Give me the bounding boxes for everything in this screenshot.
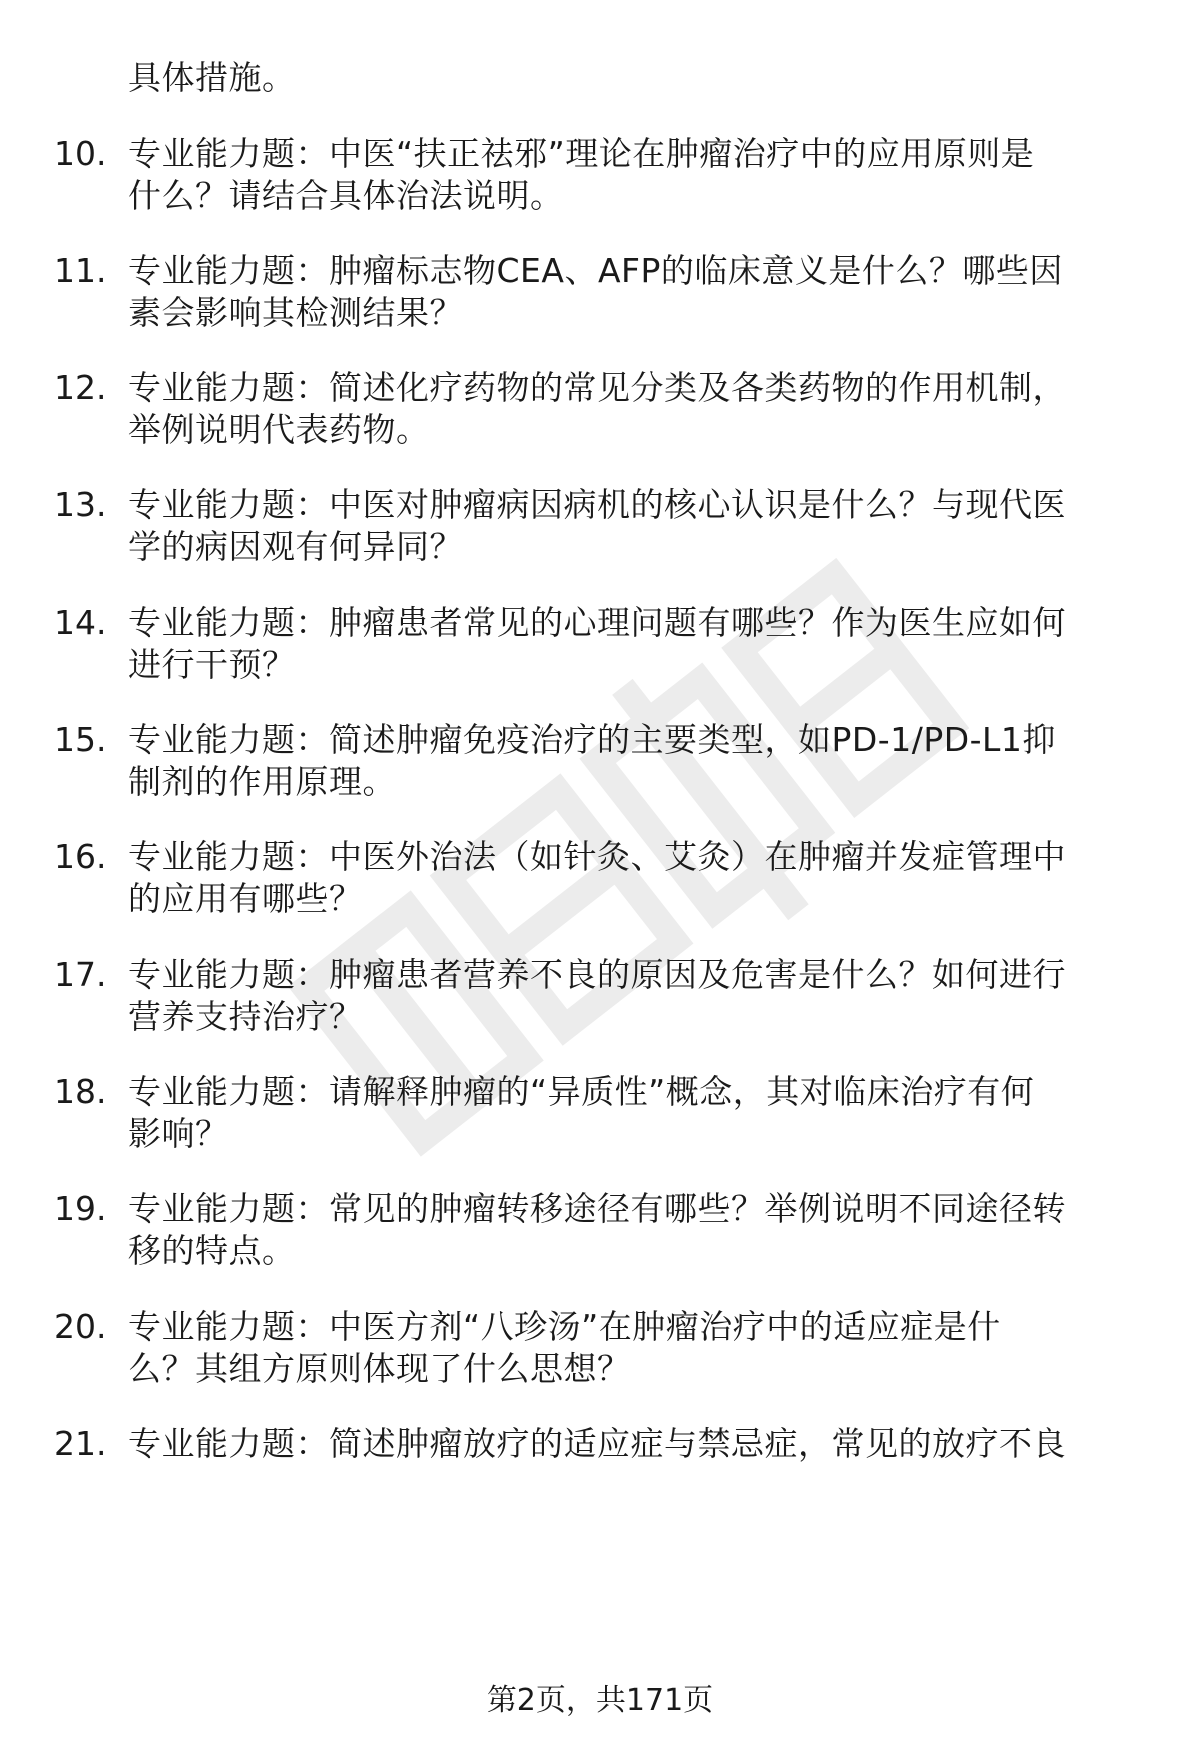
item-text-line2: 营养支持治疗？ [128,997,363,1036]
item-text-line2: 学的病因观有何异同？ [128,527,463,566]
item-text-line2: 么？其组方原则体现了什么思想？ [128,1349,631,1388]
item-text-line2: 移的特点。 [128,1231,296,1270]
item-text-line1: 专业能力题：简述化疗药物的常见分类及各类药物的作用机制， [128,368,1066,407]
item-text-line2: 素会影响其检测结果？ [128,293,463,332]
item-text-line1: 专业能力题：简述肿瘤免疫治疗的主要类型，如PD-1/PD-L1抑 [128,720,1056,759]
page-number-footer: 第2页，共171页 [486,1683,714,1718]
item-text-line1: 专业能力题：请解释肿瘤的“异质性”概念，其对临床治疗有何 [128,1072,1035,1111]
item-number: 15. [54,720,107,759]
item-number: 17. [54,955,107,994]
item-text-line2: 制剂的作用原理。 [128,762,396,801]
item-text-line1: 专业能力题：中医外治法（如针灸、艾灸）在肿瘤并发症管理中 [128,837,1066,876]
item-number: 20. [54,1307,107,1346]
item-text-line1: 专业能力题：中医方剂“八珍汤”在肿瘤治疗中的适应症是什 [128,1307,1001,1346]
item-text-line1: 专业能力题：肿瘤患者营养不良的原因及危害是什么？如何进行 [128,955,1066,994]
item-number: 18. [54,1072,107,1111]
intro-line: 具体措施。 [128,58,296,97]
item-text-line1: 专业能力题：肿瘤患者常见的心理问题有哪些？作为医生应如何 [128,603,1066,642]
item-number: 13. [54,485,107,524]
item-text-line2: 进行干预？ [128,645,296,684]
item-number: 16. [54,837,107,876]
item-text-line2: 举例说明代表药物。 [128,410,430,449]
item-text-line2: 影响？ [128,1114,229,1153]
item-number: 21. [54,1424,107,1463]
item-text-line2: 的应用有哪些？ [128,879,363,918]
item-text-line1: 专业能力题：中医对肿瘤病因病机的核心认识是什么？与现代医 [128,485,1066,524]
item-number: 19. [54,1189,107,1228]
item-number: 10. [54,134,107,173]
item-text-line1: 专业能力题：简述肿瘤放疗的适应症与禁忌症，常见的放疗不良 [128,1424,1066,1463]
item-text-line1: 专业能力题：中医“扶正祛邪”理论在肿瘤治疗中的应用原则是 [128,134,1035,173]
item-text-line1: 专业能力题：常见的肿瘤转移途径有哪些？举例说明不同途径转 [128,1189,1066,1228]
item-number: 12. [54,368,107,407]
item-number: 14. [54,603,107,642]
item-number: 11. [54,251,107,290]
item-text-line2: 什么？请结合具体治法说明。 [128,176,564,215]
item-text-line1: 专业能力题：肿瘤标志物CEA、AFP的临床意义是什么？哪些因 [128,251,1063,290]
